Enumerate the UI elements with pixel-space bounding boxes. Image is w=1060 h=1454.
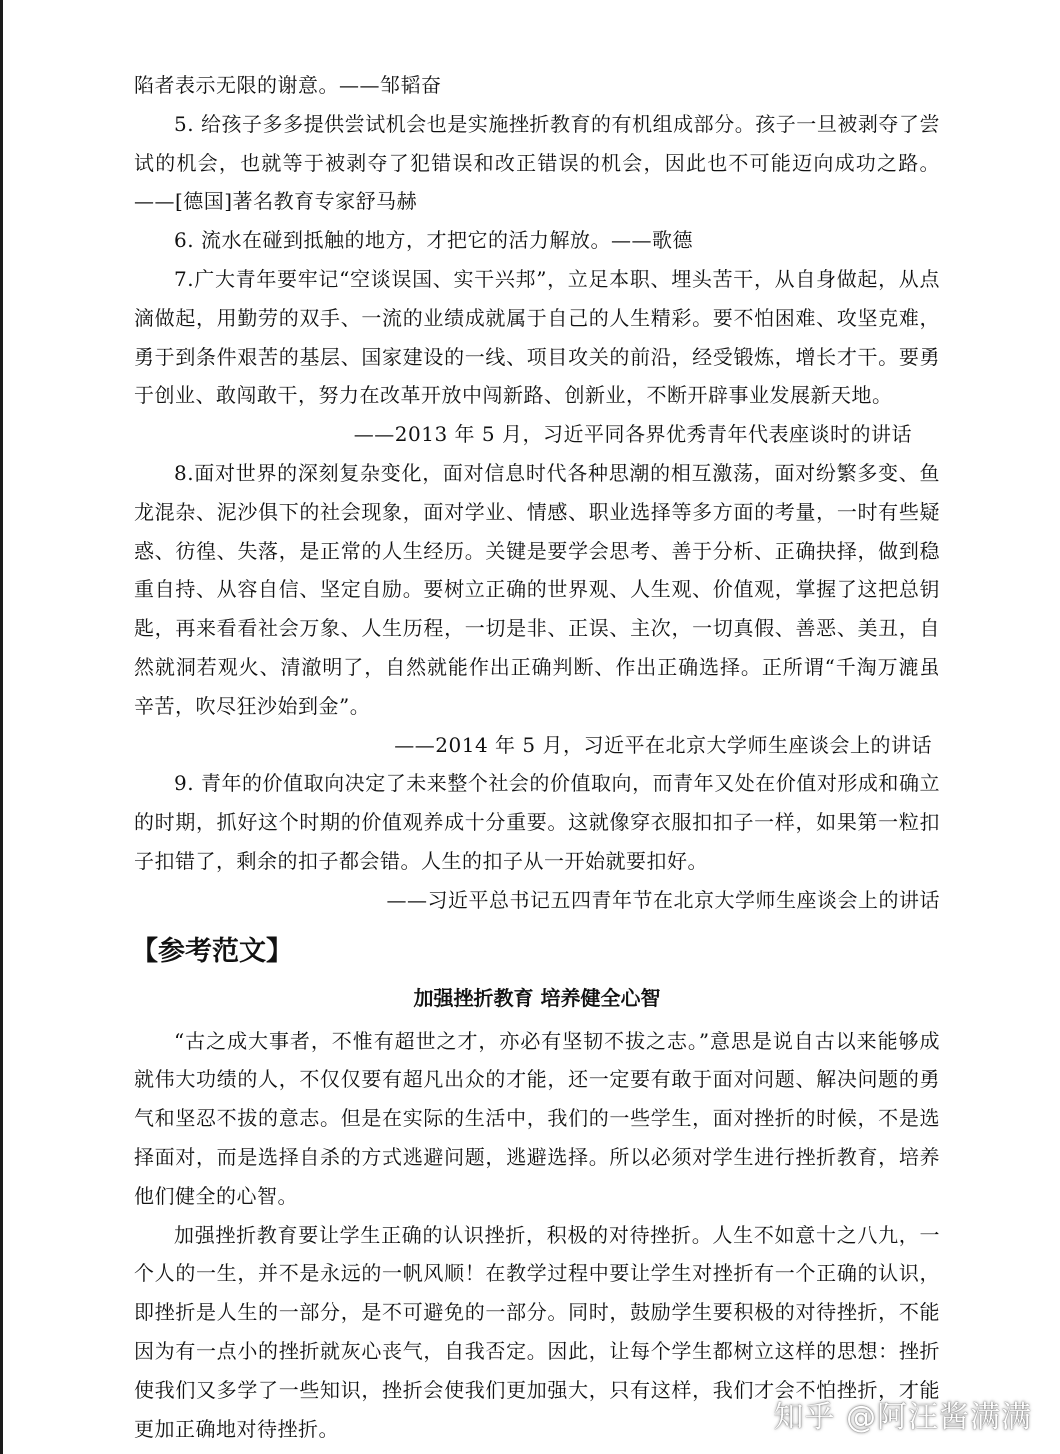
section-heading: 【参考范文】 — [131, 935, 293, 967]
quote-9-source: ——习近平总书记五四青年节在北京大学师生座谈会上的讲话 — [386, 887, 940, 912]
essay-paragraph-2: 加强挫折教育要让学生正确的认识挫折，积极的对待挫折。人生不如意十之八九，一个人的一生，并不是永远的一帆风顺！在教学过程中要让学生对挫折有一个正确的认识，即挫折是人生的一部分，是不可避免的一部分。同时，鼓励学生要积极的对待挫折，不能因为有一点小的挫折就灰心丧气，自我否定。因此，让每个学生都树立这样的思想：挫折使我们又多学了一些知识，挫折会使我们更加强大，只有这样，我们才会不怕挫折，才能更加正确地对待挫折。 — [134, 1222, 940, 1441]
quote-9: 9. 青年的价值取向决定了未来整个社会的价值取向，而青年又处在价值对形成和确立的时期，抓好这个时期的价值观养成十分重要。这就像穿衣服扣扣子一样，如果第一粒扣子扣错了，剩余的扣子都会错。人生的扣子从一开始就要扣好。 — [134, 771, 940, 873]
essay-paragraph-1: “古之成大事者，不惟有超世之才，亦必有坚韧不拔之志。”意思是说自古以来能够成就伟大功绩的人，不仅仅要有超凡出众的才能，还一定要有敢于面对问题、解决问题的勇气和坚忍不拔的意志。但是在实际的生活中，我们的一些学生，面对挫折的时候，不是选择面对，而是选择自杀的方式逃避问题，逃避选择。所以必须对学生进行挫折教育，培养他们健全的心智。 — [134, 1028, 940, 1208]
document-content — [131, 66, 940, 1448]
essay-title: 加强挫折教育 培养健全心智 — [413, 985, 661, 1010]
quote-5: 5. 给孩子多多提供尝试机会也是实施挫折教育的有机组成部分。孩子一旦被剥夺了尝试的机会，也就等于被剥夺了犯错误和改正错误的机会，因此也不可能迈向成功之路。——[德国]著名教育专家舒马赫 — [134, 111, 940, 214]
paragraph-continuation: 陷者表示无限的谢意。——邹韬奋 — [134, 73, 442, 97]
quote-7-source: ——2013 年 5 月，习近平同各界优秀青年代表座谈时的讲话 — [353, 422, 912, 447]
quote-7: 7.广大青年要牢记“空谈误国、实干兴邦”，立足本职、埋头苦干，从自身做起，从点滴做起，用勤劳的双手、一流的业绩成就属于自己的人生精彩。要不怕困难、攻坚克难，勇于到条件艰苦的基层、国家建设的一线、项目攻关的前沿，经受锻炼，增长才干。要勇于创业、敢闯敢干，努力在改革开放中闯新路、创新业，不断开辟事业发展新天地。 — [134, 266, 940, 408]
quote-8-source: ——2014 年 5 月，习近平在北京大学师生座谈会上的讲话 — [394, 732, 932, 757]
zhihu-watermark: 知乎 @阿汪酱满满 — [773, 1400, 1032, 1435]
quote-6: 6. 流水在碰到抵触的地方，才把它的活力解放。——歌德 — [174, 228, 693, 253]
quote-8: 8.面对世界的深刻复杂变化，面对信息时代各种思潮的相互激荡，面对纷繁多变、鱼龙混杂、泥沙俱下的社会现象，面对学业、情感、职业选择等多方面的考量，一时有些疑惑、彷徨、失落，是正常的人生经历。关键是要学会思考、善于分析、正确抉择，做到稳重自持、从容自信、坚定自励。要树立正确的世界观、人生观、价值观，掌握了这把总钥匙，再来看看社会万象、人生历程，一切是非、正误、主次，一切真假、善恶、美丑，自然就洞若观火、清澈明了，自然就能作出正确判断、作出正确选择。正所谓“千淘万漉虽辛苦，吹尽狂沙始到金”。 — [134, 460, 940, 718]
